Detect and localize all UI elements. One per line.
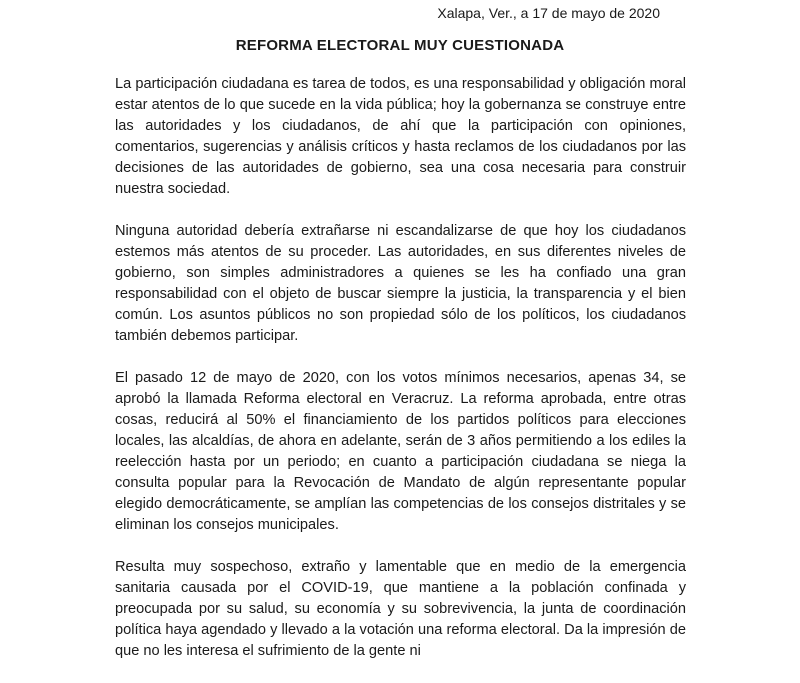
document-title: REFORMA ELECTORAL MUY CUESTIONADA <box>235 37 565 54</box>
paragraph: Resulta muy sospechoso, extraño y lamentable que en medio de la emergencia sanitaria causada por el COVID-19, que mantiene a la población confinada y preocupada por su salud, su economía y su sobrevivencia, la junta de coordinación política haya agendado y llevado a la votación una reforma electoral. Da la impresión de que no les interesa el sufrimiento de la gente ni <box>115 559 686 659</box>
paragraph: El pasado 12 de mayo de 2020, con los votos mínimos necesarios, apenas 34, se aprobó la llamada Reforma electoral en Veracruz. La reforma aprobada, entre otras cosas, reducirá al 50% el financiamiento de los partidos políticos para elecciones locales, las alcaldías, de ahora en adelante, serán de 3 años permitiendo a los ediles la reelección hasta por un periodo; en cuanto a participación ciudadana se niega la consulta popular para la Revocación de Mandato de algún representante popular elegido democráticamente, se amplían las competencias de los consejos distritales y se eliminan los consejos municipales. <box>115 370 686 533</box>
paragraph: Ninguna autoridad debería extrañarse ni escandalizarse de que hoy los ciudadanos estemos más atentos de su proceder. Las autoridades, en sus diferentes niveles de gobierno, son simples administradores a quienes se les ha confiado una gran responsabilidad con el objeto de buscar siempre la justicia, la transparencia y el bien común. Los asuntos públicos no son propiedad sólo de los políticos, los ciudadanos también debemos participar. <box>115 223 686 344</box>
paragraph: La participación ciudadana es tarea de todos, es una responsabilidad y obligación moral estar atentos de lo que sucede en la vida pública; hoy la gobernanza se construye entre las autoridades y los ciudadanos, de ahí que la participación con opiniones, comentarios, sugerencias y análisis críticos y hasta reclamos de los ciudadanos por las decisiones de las autoridades de gobierno, sea una cosa necesaria para construir nuestra sociedad. <box>115 76 686 197</box>
document-body <box>115 74 686 683</box>
date-line: Xalapa, Ver., a 17 de mayo de 2020 <box>437 5 660 21</box>
